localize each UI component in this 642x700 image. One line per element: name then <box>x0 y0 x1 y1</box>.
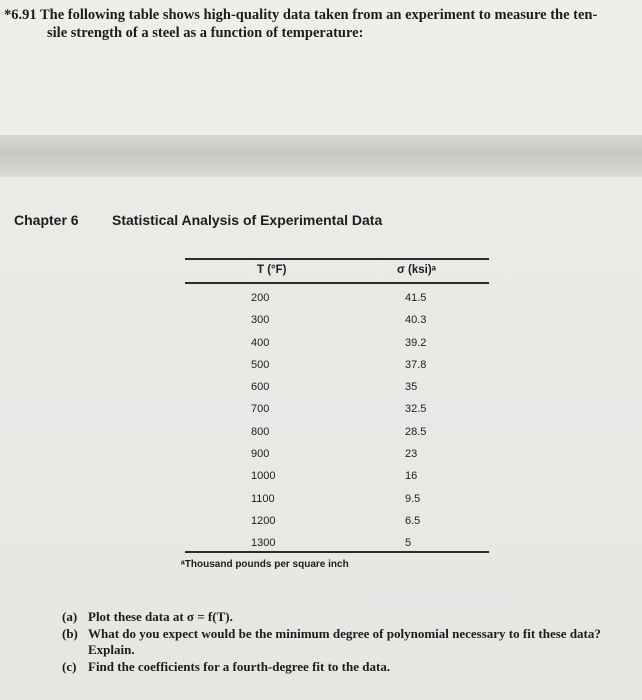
temperature-cell: 1200 <box>251 514 276 527</box>
problem-text-line2: sile strength of a steel as a function of temperature: <box>47 25 364 41</box>
table-top-rule <box>185 258 489 260</box>
column-header-temperature: T (°F) <box>257 264 287 276</box>
temperature-cell: 700 <box>251 403 270 416</box>
temperature-cell: 1000 <box>251 470 276 483</box>
data-table <box>185 254 489 554</box>
question-text: Plot these data at σ = f(T). <box>88 609 233 624</box>
temperature-cell: 600 <box>251 381 270 394</box>
strength-column <box>405 287 445 555</box>
strength-cell: 40.3 <box>405 314 427 327</box>
question-item <box>62 626 637 659</box>
strength-cell: 16 <box>405 470 418 483</box>
textbook-page <box>0 177 642 700</box>
problem-number: *6.91 <box>4 7 37 23</box>
temperature-cell: 800 <box>251 425 270 438</box>
question-label: (c) <box>62 658 77 674</box>
strength-cell: 35 <box>405 381 418 394</box>
strength-cell: 41.5 <box>405 292 427 304</box>
column-header-strength: σ (ksi)ᵃ <box>397 264 437 276</box>
strength-cell: 32.5 <box>405 403 427 416</box>
temperature-cell: 500 <box>251 358 270 371</box>
temperature-column <box>251 287 291 555</box>
table-header-rule <box>185 282 489 284</box>
question-item <box>62 659 637 676</box>
chapter-label: Chapter 6 <box>14 212 79 228</box>
question-text: What do you expect would be the minimum degree of polynomial necessary to fit these data? Explain. <box>88 625 601 657</box>
strength-cell: 5 <box>405 537 412 550</box>
temperature-cell: 1300 <box>251 537 276 550</box>
question-label: (b) <box>62 625 78 641</box>
question-item <box>62 609 637 626</box>
temperature-cell: 900 <box>251 448 270 461</box>
strength-cell: 28.5 <box>405 425 427 438</box>
table-bottom-rule <box>185 551 489 553</box>
problem-statement <box>4 6 636 42</box>
question-text: Find the coefficients for a fourth-degree fit to the data. <box>88 658 391 674</box>
temperature-cell: 1100 <box>251 492 275 505</box>
temperature-cell: 200 <box>251 292 270 304</box>
chapter-title: Statistical Analysis of Experimental Data <box>112 212 383 228</box>
temperature-cell: 300 <box>251 314 270 327</box>
strength-cell: 23 <box>405 448 418 461</box>
question-label: (a) <box>62 609 78 624</box>
strength-cell: 37.8 <box>405 358 427 371</box>
temperature-cell: 400 <box>251 336 270 349</box>
page-gap <box>0 135 642 177</box>
strength-cell: 6.5 <box>405 514 421 527</box>
strength-cell: 9.5 <box>405 492 421 505</box>
question-list <box>62 609 637 675</box>
problem-text-line1: The following table shows high-quality data taken from an experiment to measure the ten- <box>40 7 598 23</box>
table-footnote: ᵃThousand pounds per square inch <box>181 559 349 570</box>
strength-cell: 39.2 <box>405 336 427 349</box>
